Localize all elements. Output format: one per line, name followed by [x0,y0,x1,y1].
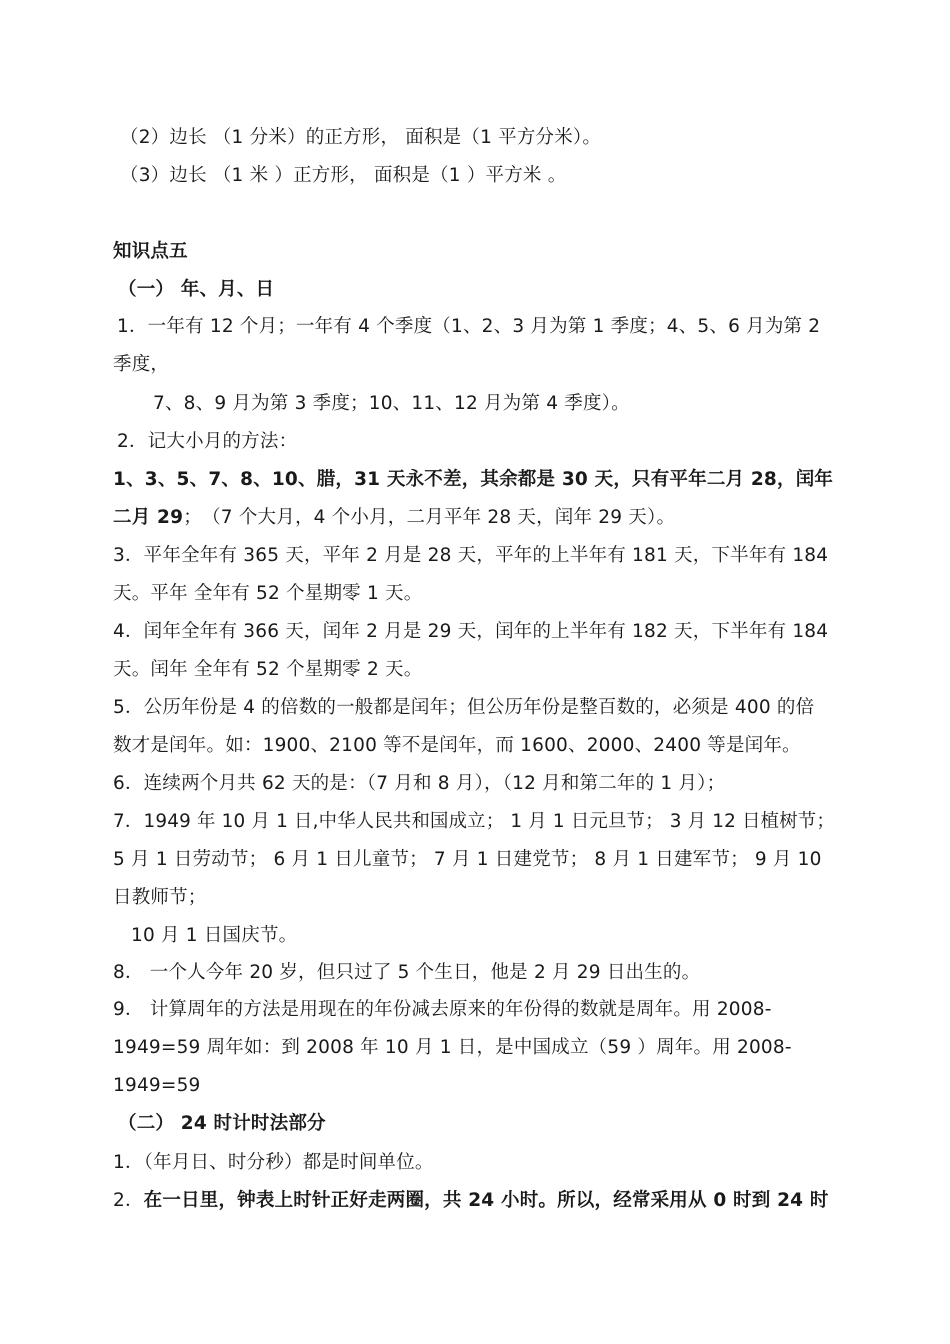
paragraph-9-line-c: 1949=59 [113,1075,201,1096]
paragraph-7-line-a: 7．1949 年 10 月 1 日,中华人民共和国成立； 1 月 1 日元旦节； 3 月 12 日植树节； [113,811,835,832]
area-item-2: （2）边长 （1 分米）的正方形， 面积是（1 平方分米）。 [120,127,602,148]
paragraph-4-line-b: 天。闰年 全年有 52 个星期零 2 天。 [113,659,423,680]
paragraph-7-line-b: 5 月 1 日劳动节； 6 月 1 日儿童节； 7 月 1 日建党节； 8 月 1 日建军节； 9 月 10 [113,849,822,870]
time-item-2-number: 2． [113,1190,144,1211]
time-item-2 [113,1189,829,1213]
month-rhyme-bold: 二月 29 [113,507,184,528]
paragraph-1-line-b: 季度， [113,354,170,375]
month-rhyme-note: ； （7 个大月，4 个小月，二月平年 28 天，闰年 29 天）。 [183,507,676,528]
month-rhyme-line-b [113,506,675,530]
paragraph-9-line-b: 1949=59 周年如：到 2008 年 10 月 1 日，是中国成立（59 ）周年。用 2008- [113,1037,792,1058]
paragraph-3-line-a: 3．平年全年有 365 天，平年 2 月是 28 天，平年的上半年有 181 天，下半年有 184 [113,545,829,566]
time-item-2-bold: 在一日里，钟表上时针正好走两圈，共 24 小时。所以，经常采用从 0 时到 24 时 [143,1190,829,1211]
paragraph-3-line-b: 天。平年 全年有 52 个星期零 1 天。 [113,583,423,604]
paragraph-9-line-a: 9． 计算周年的方法是用现在的年份减去原来的年份得的数就是周年。用 2008- [113,999,772,1020]
paragraph-7-line-d: 10 月 1 日国庆节。 [131,925,298,946]
time-item-1: 1．（年月日、时分秒）都是时间单位。 [113,1152,434,1173]
month-rhyme-line-a: 1、3、5、7、8、10、腊，31 天永不差，其余都是 30 天，只有平年二月 28，闰年 [113,469,834,490]
paragraph-5-line-a: 5．公历年份是 4 的倍数的一般都是闰年；但公历年份是整百数的，必须是 400 的倍 [113,697,815,718]
part2-title: （二） 24 时计时法部分 [118,1113,326,1134]
paragraph-8: 8． 一个人今年 20 岁，但只过了 5 个生日，他是 2 月 29 日出生的。 [113,962,701,983]
section-heading: 知识点五 [113,241,188,262]
part1-title: （一） 年、月、日 [118,279,275,300]
paragraph-1-line-a: 1．一年有 12 个月；一年有 4 个季度（1、2、3 月为第 1 季度；4、5、6 月为第 2 [117,316,821,337]
paragraph-4-line-a: 4．闰年全年有 366 天，闰年 2 月是 29 天，闰年的上半年有 182 天，下半年有 184 [113,621,829,642]
paragraph-6: 6．连续两个月共 62 天的是：（7 月和 8 月），（12 月和第二年的 1 月）； [113,773,726,794]
paragraph-5-line-b: 数才是闰年。如：1900、2100 等不是闰年，而 1600、2000、2400 等是闰年。 [113,735,801,756]
area-item-3: （3）边长 （1 米 ）正方形， 面积是（1 ）平方米 。 [120,165,567,186]
paragraph-2: 2．记大小月的方法： [117,431,298,452]
paragraph-7-line-c: 日教师节； [113,887,207,908]
paragraph-1-line-c: 7、8、9 月为第 3 季度；10、11、12 月为第 4 季度）。 [153,393,630,414]
